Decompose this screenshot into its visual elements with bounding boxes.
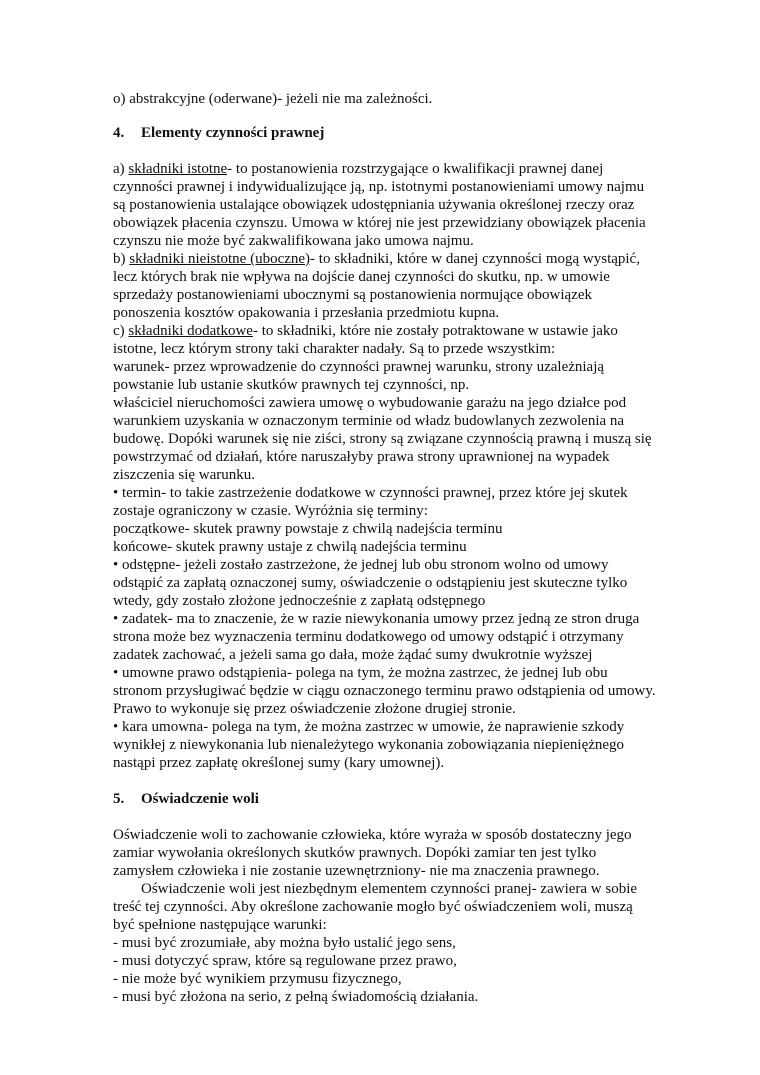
text-line: istotne, lecz którym strony taki charakter nadały. Są to przede wszystkim: — [113, 341, 556, 357]
text-line: czynszu nie może być zakwalifikowana jako umowa najmu. — [113, 233, 474, 249]
text-line: Prawo to wykonuje się przez oświadczenie złożone drugiej stronie. — [113, 701, 516, 717]
bullet-line: • umowne prawo odstąpienia- polega na tym, że można zastrzec, że jednej lub obu — [113, 665, 608, 681]
text-line: treść tej czynności. Aby określone zachowanie mogło być oświadczeniem woli, muszą — [113, 899, 633, 915]
text-span: - to składniki, które w danej czynności mogą wystąpić, — [310, 251, 640, 267]
text-line: warunek- przez wprowadzenie do czynności prawnej warunku, strony uzależniają — [113, 359, 605, 375]
text-line: Oświadczenie woli jest niezbędnym elementem czynności pranej- zawiera w sobie — [141, 881, 638, 897]
text-line: wynikłej z niewykonania lub nienależytego wykonania zobowiązania niepieniężnego — [113, 737, 625, 753]
bullet-line: • zadatek- ma to znaczenie, że w razie niewykonania umowy przez jedną ze stron druga — [113, 611, 640, 627]
list-marker: b) — [113, 251, 130, 267]
text-line: właściciel nieruchomości zawiera umowę o wybudowanie garażu na jego działce pod — [113, 395, 627, 411]
text-line: sprzedaży postanowieniami ubocznymi są postanowienia normujące obowiązek — [113, 287, 593, 303]
term-nonessential-components: składniki nieistotne (uboczne) — [129, 251, 311, 267]
heading-number: 4. — [113, 125, 125, 141]
text-line — [113, 160, 603, 178]
list-item: - nie może być wynikiem przymusu fizycznego, — [113, 971, 402, 987]
heading-title: Oświadczenie woli — [141, 791, 259, 807]
text-line: lecz których brak nie wpływa na dojście danej czynności do skutku, np. w umowie — [113, 269, 610, 285]
bullet-line: • kara umowna- polega na tym, że można zastrzec w umowie, że naprawienie szkody — [113, 719, 625, 735]
text-line: stronom przysługiwać będzie w ciągu oznaczonego terminu prawo odstąpienia od umowy. — [113, 683, 656, 699]
bullet-line: • odstępne- jeżeli zostało zastrzeżone, że jednej lub obu stronom wolno od umowy — [113, 557, 609, 573]
section-heading-5 — [113, 790, 259, 808]
text-line: budowę. Dopóki warunek się nie ziści, strony są związane czynnością prawną i muszą się — [113, 431, 652, 447]
heading-number: 5. — [113, 791, 125, 807]
text-line: ponoszenia kosztów opakowania i przesłania przedmiotu kupna. — [113, 305, 500, 321]
text-line: odstąpić za zapłatą oznaczonej sumy, oświadczenie o odstąpieniu jest skuteczne tylko — [113, 575, 628, 591]
list-marker: c) — [113, 323, 129, 339]
text-line: powstanie lub ustanie skutków prawnych tej czynności, np. — [113, 377, 470, 393]
term-additional-components: składniki dodatkowe — [128, 323, 253, 339]
text-line: Oświadczenie woli to zachowanie człowieka, które wyraża w sposób dostateczny jego — [113, 827, 632, 843]
text-span: - to składniki, które nie zostały potraktowane w ustawie jako — [252, 323, 618, 339]
text-line: początkowe- skutek prawny powstaje z chwilą nadejścia terminu — [113, 521, 503, 537]
heading-title: Elementy czynności prawnej — [141, 125, 325, 141]
text-line — [113, 322, 618, 340]
text-line: czynności prawnej i indywidualizujące ją, np. istotnymi postanowieniami umowy najmu — [113, 179, 645, 195]
text-line — [113, 250, 640, 268]
text-line: zamiar wywołania określonych skutków prawnych. Dopóki zamiar ten jest tylko — [113, 845, 597, 861]
text-line: wtedy, gdy zostało złożone jednocześnie z zapłatą odstępnego — [113, 593, 486, 609]
text-line: ziszczenia się warunku. — [113, 467, 256, 483]
section-heading-4 — [113, 124, 324, 142]
text-line: o) abstrakcyjne (oderwane)- jeżeli nie ma zależności. — [113, 91, 433, 107]
list-item: - musi dotyczyć spraw, które są regulowane przez prawo, — [113, 953, 457, 969]
term-essential-components: składniki istotne — [128, 161, 228, 177]
text-line: zostaje ograniczony w czasie. Wyróżnia się terminy: — [113, 503, 428, 519]
list-item: - musi być złożona na serio, z pełną świadomością działania. — [113, 989, 479, 1005]
list-item: - musi być zrozumiałe, aby można było ustalić jego sens, — [113, 935, 456, 951]
text-line: zadatek zachować, a jeżeli sama go dała, może żądać sumy dwukrotnie wyższej — [113, 647, 593, 663]
text-line: są postanowienia ustalające obowiązek udostępniania używania określonej rzeczy oraz — [113, 197, 635, 213]
text-line: strona może bez wyznaczenia terminu dodatkowego od umowy odstąpić i otrzymany — [113, 629, 624, 645]
text-line: zamysłem człowieka i nie zostanie uzewnętrzniony- nie ma znaczenia prawnego. — [113, 863, 600, 879]
text-line: końcowe- skutek prawny ustaje z chwilą nadejścia terminu — [113, 539, 467, 555]
text-line: obowiązek płacenia czynszu. Umowa w której nie jest przewidziany obowiązek płacenia — [113, 215, 646, 231]
text-span: - to postanowienia rozstrzygające o kwalifikacji prawnej danej — [227, 161, 604, 177]
bullet-line: • termin- to takie zastrzeżenie dodatkowe w czynności prawnej, przez które jej skutek — [113, 485, 628, 501]
text-line: być spełnione następujące warunki: — [113, 917, 327, 933]
text-line: warunkiem uzyskania w oznaczonym terminie od władz budowlanych zezwolenia na — [113, 413, 625, 429]
list-marker: a) — [113, 161, 129, 177]
text-line: nastąpi przez zapłatę określonej sumy (kary umownej). — [113, 755, 445, 771]
text-line: powstrzymać od działań, które naruszałyby prawa strony uprawnionej na wypadek — [113, 449, 610, 465]
